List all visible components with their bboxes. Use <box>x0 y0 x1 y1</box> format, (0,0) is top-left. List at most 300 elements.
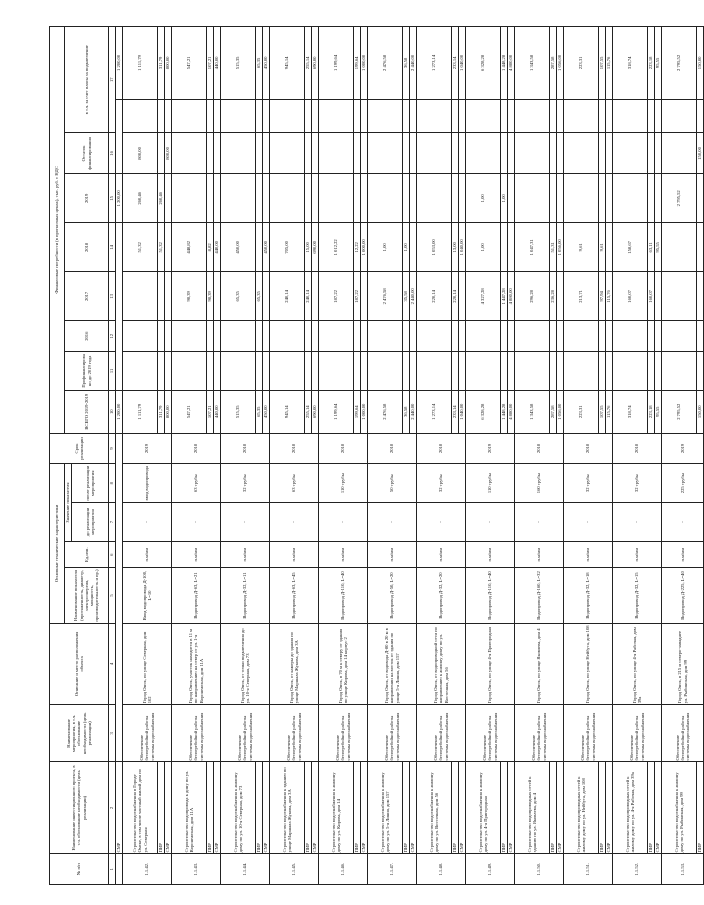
header-fin-budget: в т.ч. за счет платы за подключение <box>65 27 109 133</box>
cell-done <box>515 352 550 391</box>
cell-2018: 1,00 <box>466 223 501 272</box>
cell-no: 1.1.42. <box>123 854 172 885</box>
cell-2016 <box>459 321 466 352</box>
cell-last: 287,58 <box>550 27 557 100</box>
cell-unit: п.м/мм <box>221 541 270 568</box>
cell-2019 <box>214 174 221 223</box>
cell-no: 1.1.43. <box>172 854 221 885</box>
cell-year: 2018 <box>172 433 221 464</box>
cell-unit: п.м/мм <box>319 541 368 568</box>
cell-last: 1 448,28 <box>501 27 508 100</box>
idx-cell: 16 <box>109 133 116 174</box>
cell-rest <box>207 133 214 174</box>
table-row <box>515 27 550 885</box>
cell-done <box>662 352 697 391</box>
cell-purpose: Обеспечение бесперебойной работы системы водоснабжения <box>270 705 319 762</box>
cell-done <box>557 352 564 391</box>
idx-cell: 10 <box>109 390 116 433</box>
table-row <box>613 27 648 885</box>
cell-sub-label: СМР <box>165 762 172 854</box>
header-tech-group: Основные технические характеристики <box>50 464 65 623</box>
cell-blank <box>662 99 697 133</box>
cell-done <box>361 352 368 391</box>
cell-rest <box>606 133 613 174</box>
cell-2018: 13,00 <box>452 223 459 272</box>
cell-total: 515,35 <box>221 390 256 433</box>
cell-total: 1 273,14 <box>417 390 452 433</box>
cell-2019 <box>459 174 466 223</box>
cell-after: 160 трубы <box>515 464 564 503</box>
cell-rest <box>214 133 221 174</box>
cell-rest <box>403 133 410 174</box>
cell-done <box>165 352 172 391</box>
cell-total: 223,18 <box>648 390 655 433</box>
table-row <box>221 27 256 885</box>
cell-rest <box>172 133 207 174</box>
cell-sub-label: СМР <box>557 762 564 854</box>
cell-2018: 450,00 <box>263 223 270 272</box>
cell-2017: 4 327,28 <box>466 272 501 321</box>
cell-sub-label: СМР <box>312 762 319 854</box>
cell-blank <box>403 99 410 133</box>
cell-sub-label: ПИР <box>697 762 704 854</box>
idx-cell: 9 <box>109 433 116 464</box>
cell-location: Город Омск, от водопроводной сети по направлению к жилому дому по ул. Восточная, дом 56 <box>417 623 466 705</box>
cell-total: 450,00 <box>263 390 270 433</box>
cell-name: Строительство водопроводных сетей к жилому дому по ул. 4-я Рабочая, дом 39а <box>613 762 648 854</box>
idx-cell: 17 <box>109 27 116 133</box>
cell-done <box>606 352 613 391</box>
cell-last: 95,55 <box>655 27 662 100</box>
cell-2016 <box>550 321 557 352</box>
table-row <box>662 27 697 885</box>
cell-2018 <box>410 223 417 272</box>
cell-2019 <box>165 174 172 223</box>
cell-sub-label: ПИР <box>550 762 557 854</box>
cell-2018: 9,61 <box>599 223 606 272</box>
cell-done <box>508 352 515 391</box>
cell-2017: 98,39 <box>172 272 207 321</box>
cell-2017 <box>312 272 319 321</box>
cell-name: Строительство водоснабжения к жилому дому по ул. 5-я Линия, дом 157 <box>368 762 403 854</box>
cell-name: Строительство водоснабжения к жилому дому по ул. Кирова, дом 14 <box>319 762 354 854</box>
cell-last: 1 273,14 <box>417 27 452 100</box>
cell-sub-label: ПИР <box>158 762 165 854</box>
cell-blank <box>172 99 207 133</box>
cell-no: 1.1.45. <box>270 854 319 885</box>
cell-unit: п.м/мм <box>417 541 466 568</box>
cell-2019 <box>305 174 312 223</box>
idx-cell: 12 <box>109 321 116 352</box>
cell-rest: 800,00 <box>165 133 172 174</box>
cell-location: Город Омск, от водовода Д-80 в 20 м в направлении на восток от здания по улице 5-я Линия, дом 157 <box>368 623 417 705</box>
cell-after: 110 трубы <box>466 464 515 503</box>
cell-sub-label: СМР <box>606 762 613 854</box>
cell-purpose: Обеспечение бесперебойной работы системы водоснабжения <box>466 705 515 762</box>
cell-2016 <box>305 321 312 352</box>
cell-year: 2018 <box>221 433 270 464</box>
cell-2018 <box>662 223 697 272</box>
cell-year: 2018 <box>368 433 417 464</box>
cell-2016 <box>256 321 263 352</box>
cell-2018: 8,82 <box>207 223 214 272</box>
cell-rest <box>459 133 466 174</box>
cell-param: Водопровод Д-110, L=40 <box>319 568 368 623</box>
header-finance-group: Финансовые потребности (в прогнозных ценах), тыс. руб. с НДС <box>50 27 65 434</box>
cell-2019: 2 795,52 <box>662 174 697 223</box>
cell-last: 547,21 <box>172 27 207 100</box>
cell-2017 <box>662 272 697 321</box>
cell-after: 110 трубы <box>319 464 368 503</box>
cell-2019 <box>508 174 515 223</box>
cell-param: Водопровод Д-160, L=32 <box>515 568 564 623</box>
cell-last: 945,14 <box>270 27 305 100</box>
cell-2016 <box>515 321 550 352</box>
cell-name: Строительство водопроводных сетей к зданию по ул. Яковлева, дом 4 <box>515 762 550 854</box>
cell-2019 <box>557 174 564 223</box>
table-row <box>116 27 123 885</box>
cell-rest <box>158 133 165 174</box>
cell-location: Город Омск, по улице Яковлева, дом 4 <box>515 623 564 705</box>
cell-2017 <box>263 272 270 321</box>
cell-sub-label: ПИР <box>305 762 312 854</box>
cell-total: 6 328,28 <box>466 390 501 433</box>
cell-blank <box>466 99 501 133</box>
cell-after: 32 трубы <box>613 464 662 503</box>
table-row <box>466 27 501 885</box>
cell-blank <box>515 99 550 133</box>
cell-param: Водопровод Д-63, L=45 <box>270 568 319 623</box>
cell-blank <box>354 99 361 133</box>
cell-2017 <box>697 272 704 321</box>
header-2016: 2016 <box>65 321 109 352</box>
idx-cell: 6 <box>109 541 116 568</box>
cell-param: Водопровод Д-110, L=40 <box>466 568 515 623</box>
cell-2017: 160,07 <box>613 272 648 321</box>
cell-2018: 705,00 <box>270 223 305 272</box>
cell-done <box>417 352 452 391</box>
cell-2017: 187,22 <box>319 272 354 321</box>
cell-2018: 440,00 <box>214 223 221 272</box>
cell-2017: 4 880,00 <box>508 272 515 321</box>
cell-2016 <box>606 321 613 352</box>
table-row <box>172 27 207 885</box>
header-tech-unit: Ед.изм. <box>65 541 109 568</box>
cell-last: 690,00 <box>312 27 319 100</box>
idx-cell: 8 <box>109 464 116 503</box>
cell-unit: п.м/мм <box>466 541 515 568</box>
cell-after: ввод водопровода <box>123 464 172 503</box>
cell-2017: 296,28 <box>515 272 550 321</box>
cell-2018: 1 047,31 <box>515 223 550 272</box>
cell-before: - <box>221 503 270 542</box>
cell-blank <box>508 99 515 133</box>
cell-blank <box>263 99 270 133</box>
cell-unit: п.м/мм <box>270 541 319 568</box>
cell-year: 2018 <box>319 433 368 464</box>
cell-rest <box>508 133 515 174</box>
cell-done <box>123 352 158 391</box>
cell-done <box>305 352 312 391</box>
cell-last: 2 476,58 <box>368 27 403 100</box>
header-tech-param: Наименование показателя (протяженность, диаметр, электроэнергия, мощность, производительность и пр.) <box>65 568 109 623</box>
cell-2017 <box>459 272 466 321</box>
cell-last: 150,00 <box>697 27 704 100</box>
cell-2016 <box>697 321 704 352</box>
cell-rest <box>361 133 368 174</box>
idx-cell: 4 <box>109 623 116 705</box>
cell-unit: п.м/мм <box>123 541 172 568</box>
cell-done <box>655 352 662 391</box>
cell-last: 1 056,00 <box>557 27 564 100</box>
cell-total: 287,58 <box>550 390 557 433</box>
cell-done <box>550 352 557 391</box>
cell-blank <box>459 99 466 133</box>
cell-2019: 260,46 <box>158 174 165 223</box>
cell-sub-label: ПИР <box>207 762 214 854</box>
cell-done <box>648 352 655 391</box>
cell-purpose: Обеспечение бесперебойной работы системы водоснабжения <box>368 705 417 762</box>
cell-before: - <box>613 503 662 542</box>
cell-done <box>466 352 501 391</box>
cell-2016 <box>613 321 648 352</box>
cell-last: 318,74 <box>613 27 648 100</box>
cell-sub-label: СМР <box>263 762 270 854</box>
cell-after: 225 трубы <box>662 464 704 503</box>
cell-last: 515,35 <box>221 27 256 100</box>
cell-2017: 187,22 <box>354 272 361 321</box>
cell-purpose: Обеспечение бесперебойной работы системы водоснабжения <box>564 705 613 762</box>
cell-rest <box>466 133 501 174</box>
cell-2018 <box>697 223 704 272</box>
cell-blank <box>368 99 403 133</box>
idx-cell: 11 <box>109 352 116 391</box>
cell-done <box>501 352 508 391</box>
cell-total: 311,79 <box>158 390 165 433</box>
cell-name: Строительство водоснабжения к жилому дому по ул. 10-я Северная, дом 73 <box>221 762 256 854</box>
cell-rest <box>256 133 263 174</box>
cell-2018 <box>165 223 172 272</box>
cell-2019 <box>697 174 704 223</box>
cell-rest <box>410 133 417 174</box>
cell-2017 <box>557 272 564 321</box>
cell-total: 233,14 <box>452 390 459 433</box>
header-2019: 2019 <box>65 174 109 223</box>
cell-name: Строительство водопроводных сетей к жилому дому по ул. Нейбута, дом 108 <box>564 762 599 854</box>
cell-rest <box>613 133 648 174</box>
cell-done <box>697 352 704 391</box>
cell-sub-label: СМР <box>214 762 221 854</box>
cell-location: Город Омск, по улице 4-я Рабочая, дом 39а <box>613 623 662 705</box>
cell-2018 <box>508 223 515 272</box>
cell-2017: 240,14 <box>305 272 312 321</box>
cell-2018: 1,00 <box>403 223 410 272</box>
cell-2019 <box>403 174 410 223</box>
cell-param: Ввод водопровода Д-100, L=10 <box>123 568 172 623</box>
cell-total: 95,55 <box>655 390 662 433</box>
idx-cell: 3 <box>109 705 116 762</box>
cell-blank <box>165 99 172 133</box>
cell-rest <box>648 133 655 174</box>
cell-total: 1 448,28 <box>501 390 508 433</box>
cell-last: 107,55 <box>599 27 606 100</box>
header-fin-rest: Остаток финансирования <box>65 133 109 174</box>
cell-total: 107,55 <box>599 390 606 433</box>
cell-before: - <box>123 503 172 542</box>
cell-done <box>214 352 221 391</box>
cell-blank <box>606 99 613 133</box>
cell-sub-label: СМР <box>459 762 466 854</box>
cell-rest <box>655 133 662 174</box>
cell-no: 1.1.46. <box>319 854 368 885</box>
cell-2018: 158,67 <box>613 223 648 272</box>
cell-2017 <box>165 272 172 321</box>
cell-last: 233,14 <box>452 27 459 100</box>
cell-total: 690,00 <box>312 390 319 433</box>
cell-2018 <box>606 223 613 272</box>
cell-2016 <box>354 321 361 352</box>
cell-2016 <box>662 321 697 352</box>
table-row <box>270 27 305 885</box>
cell-unit: п.м/мм <box>662 541 704 568</box>
cell-2019: 1,00 <box>501 174 508 223</box>
cell-2019 <box>221 174 256 223</box>
cell-blank <box>564 99 599 133</box>
cell-location: Город Омск, от камеры до здания по улице Маршала Жукова, дом 3А <box>270 623 319 705</box>
cell-blank <box>361 99 368 133</box>
cell-purpose: Обеспечение бесперебойной работы системы водоснабжения <box>319 705 368 762</box>
cell-2018: 63,11 <box>648 223 655 272</box>
cell-rest <box>515 133 550 174</box>
cell-last: 107,21 <box>207 27 214 100</box>
cell-blank <box>270 99 305 133</box>
cell-before: - <box>466 503 515 542</box>
cell-2019 <box>368 174 403 223</box>
cell-sub-label: ПИР <box>452 762 459 854</box>
cell-done <box>158 352 165 391</box>
cell-2016 <box>361 321 368 352</box>
column-index-row <box>109 27 116 885</box>
cell-2016 <box>207 321 214 352</box>
cell-rest <box>305 133 312 174</box>
cell-no: 1.1.44. <box>221 854 270 885</box>
cell-name: Строительство водоснабжения к жилому дому по ул. Рыбинская, дом 99 <box>662 762 697 854</box>
cell-total: 440,00 <box>214 390 221 433</box>
cell-total: 1 199,64 <box>319 390 354 433</box>
cell-done <box>263 352 270 391</box>
cell-done <box>403 352 410 391</box>
cell-done <box>319 352 354 391</box>
cell-2018: 1 053,00 <box>417 223 452 272</box>
cell-purpose: Обеспечение бесперебойной работы системы водоснабжения <box>123 705 172 762</box>
cell-done <box>368 352 403 391</box>
cell-2019 <box>207 174 214 223</box>
idx-cell: 1 <box>109 854 116 885</box>
cell-blank <box>417 99 452 133</box>
cell-2018: 51,32 <box>123 223 158 272</box>
header-fin-done: Профинансировано до 2019 года <box>65 352 109 391</box>
cell-rest <box>354 133 361 174</box>
cell-year: 2019 <box>466 433 515 464</box>
cell-2018: 15,00 <box>305 223 312 272</box>
cell-last: 1 200,00 <box>116 27 123 100</box>
cell-param: Водопровод Д-63, L=21 <box>172 568 221 623</box>
row-label: СМР <box>116 762 123 854</box>
cell-total: 2 440,00 <box>410 390 417 433</box>
cell-last: 115,76 <box>606 27 613 100</box>
cell-location: Город Омск, по улице 4-я Пригородная <box>466 623 515 705</box>
cell-purpose: Обеспечение бесперебойной работы системы водоснабжения <box>417 705 466 762</box>
cell-year: 2018 <box>613 433 662 464</box>
cell-2019 <box>452 174 459 223</box>
cell-2019 <box>655 174 662 223</box>
cell-2018 <box>501 223 508 272</box>
cell-name: Строительство водоснабжения к жилому дому по ул. 4-я Пригородная <box>466 762 501 854</box>
cell-param: Водопровод Д-225, L=40 <box>662 568 704 623</box>
cell-name: Строительство водоснабжения к зданию по улице Маршала Жукова, дом 3А <box>270 762 305 854</box>
cell-location: Город Омск, в 70 м к северу от здания по улице Кирова, дом 14 корпус 2 <box>319 623 368 705</box>
cell-purpose: Обеспечение бесперебойной работы системы водоснабжения <box>662 705 704 762</box>
cell-2019 <box>361 174 368 223</box>
cell-2016 <box>368 321 403 352</box>
cell-last: 2 795,52 <box>662 27 697 100</box>
cell-total: 2 795,52 <box>662 390 697 433</box>
cell-rest <box>263 133 270 174</box>
cell-2017 <box>123 272 158 321</box>
cell-last: 199,64 <box>354 27 361 100</box>
cell-done <box>221 352 256 391</box>
cell-total: 547,21 <box>172 390 207 433</box>
cell-2019 <box>172 174 207 223</box>
cell-before: - <box>270 503 319 542</box>
cell-last: 2 440,00 <box>410 27 417 100</box>
cell-2017: 115,76 <box>606 272 613 321</box>
cell-2019 <box>256 174 263 223</box>
cell-2016 <box>466 321 501 352</box>
cell-after: 32 трубы <box>417 464 466 503</box>
cell-last: 800,00 <box>165 27 172 100</box>
cell-total: 255,14 <box>305 390 312 433</box>
cell-blank <box>207 99 214 133</box>
cell-name: Строительство водоснабжения в Городе Омске, в том числе частный жилой дом по ул. Северная <box>123 762 158 854</box>
cell-2016 <box>599 321 606 352</box>
cell-no: 1.1.51. <box>564 854 613 885</box>
cell-purpose: Обеспечение бесперебойной работы системы водоснабжения <box>515 705 564 762</box>
cell-2016 <box>564 321 599 352</box>
table-row <box>564 27 599 885</box>
cell-after: 63 трубы <box>172 464 221 503</box>
cell-rest <box>417 133 452 174</box>
cell-2016 <box>410 321 417 352</box>
cell-rest <box>550 133 557 174</box>
cell-2018: 690,00 <box>312 223 319 272</box>
table-row <box>417 27 452 885</box>
cell-done <box>172 352 207 391</box>
cell-total: 1 000,00 <box>361 390 368 433</box>
cell-2017: 240,14 <box>270 272 305 321</box>
cell-sub-label: СМР <box>410 762 417 854</box>
idx-cell: 7 <box>109 503 116 542</box>
cell-blank <box>123 99 158 133</box>
cell-2017: 2 440,00 <box>410 272 417 321</box>
header-name: Наименование инвестиционного проекта, в т.ч. обоснование необходимости (цель реализации) <box>50 762 109 854</box>
cell-2019 <box>599 174 606 223</box>
cell-year: 2018 <box>270 433 319 464</box>
cell-rest <box>564 133 599 174</box>
header-after: после реализации мероприятия <box>72 464 109 503</box>
cell-2017: 1 447,28 <box>501 272 508 321</box>
cell-last: 4 880,00 <box>508 27 515 100</box>
